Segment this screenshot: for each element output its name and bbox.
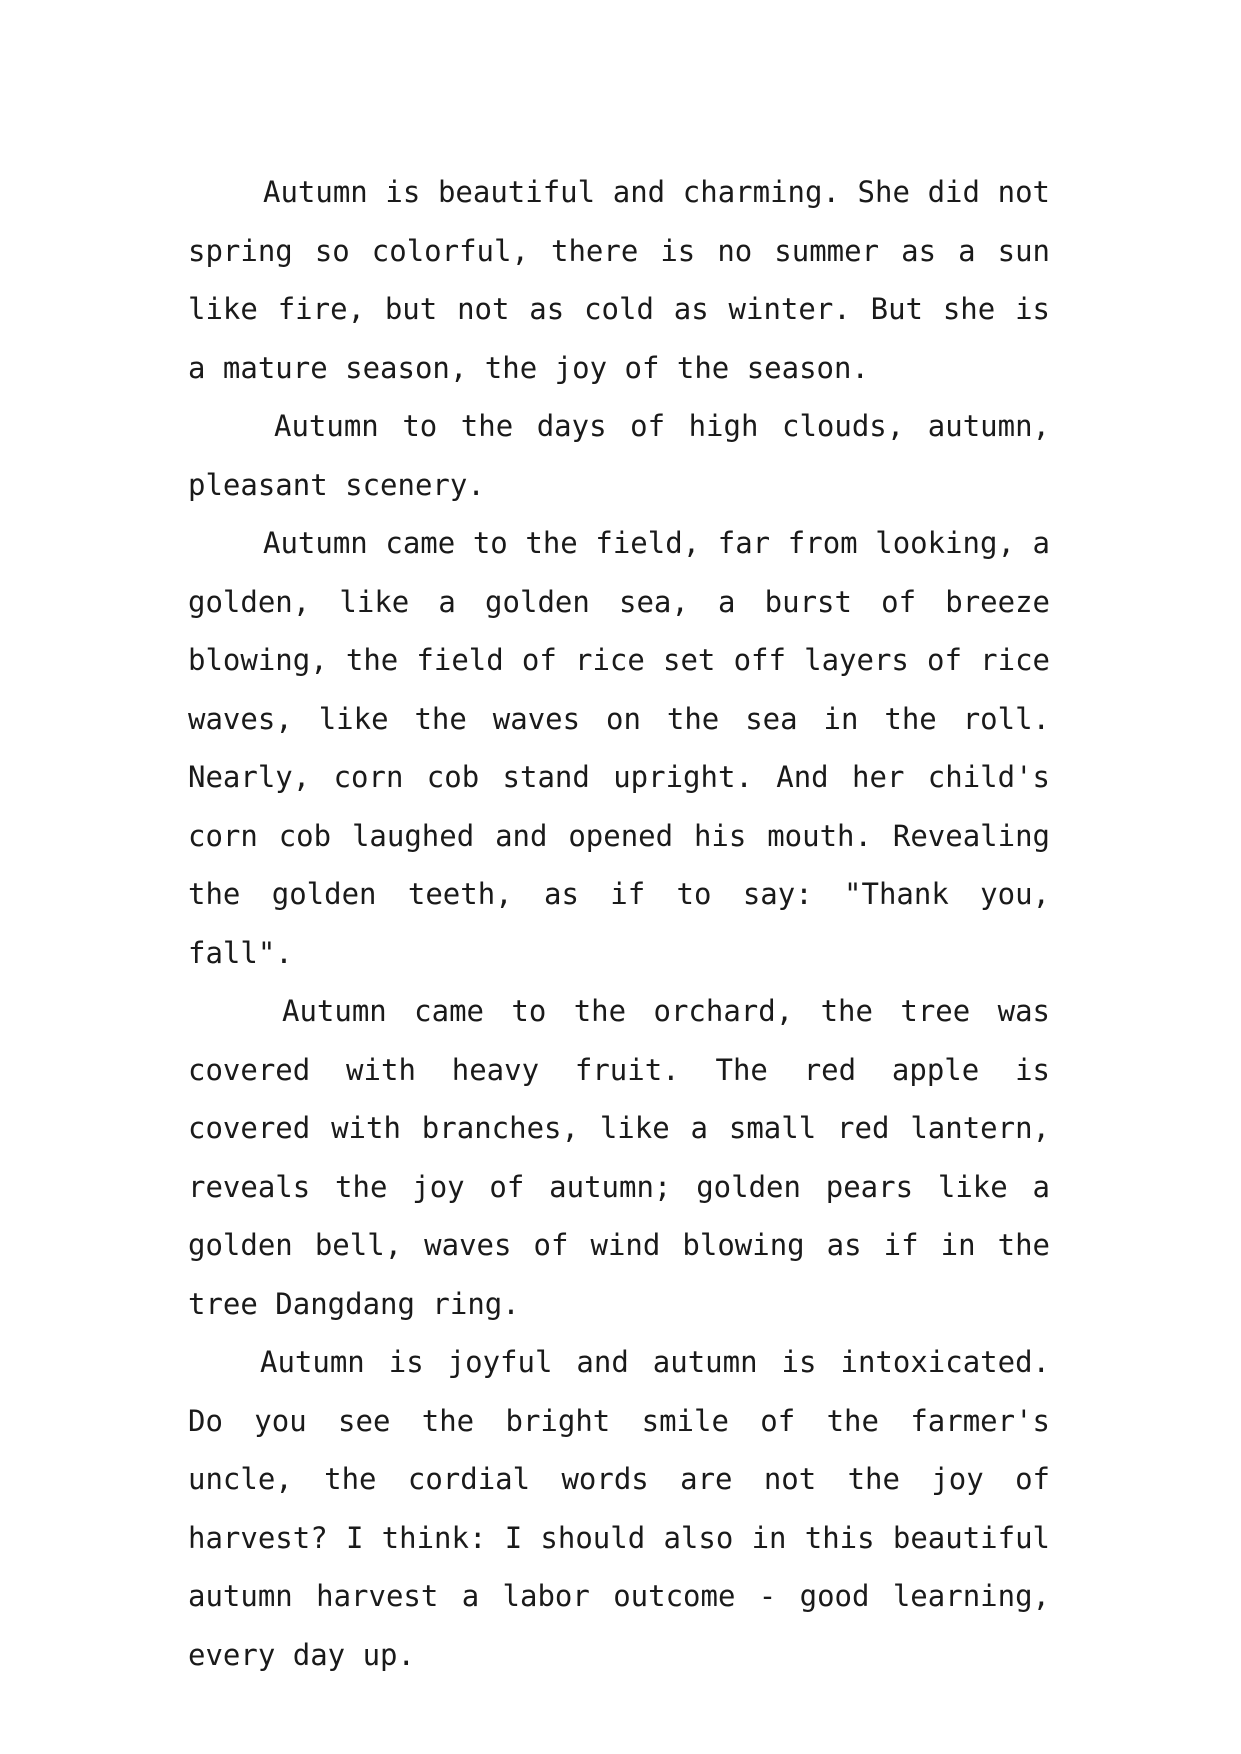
document-body <box>188 163 1050 1684</box>
paragraph-1: Autumn is beautiful and charming. She did not spring so colorful, there is no summer as a sun like fire, but not as cold as winter. But she is a mature season, the joy of the season. <box>188 175 1050 385</box>
paragraph-5: Autumn is joyful and autumn is intoxicated. Do you see the bright smile of the farmer's uncle, the cordial words are not the joy of harvest? I think: I should also in this beautiful autumn harvest a labor outcome - good learning, every day up. <box>188 1345 1050 1672</box>
paragraph-4: Autumn came to the orchard, the tree was covered with heavy fruit. The red apple is covered with branches, like a small red lantern, reveals the joy of autumn; golden pears like a golden bell, waves of wind blowing as if in the tree Dangdang ring. <box>188 994 1050 1321</box>
paragraph-2: Autumn to the days of high clouds, autumn, pleasant scenery. <box>188 409 1050 502</box>
paragraph-3: Autumn came to the field, far from looking, a golden, like a golden sea, a burst of breeze blowing, the field of rice set off layers of rice waves, like the waves on the sea in the roll. Nearly, corn cob stand upright. And her child's corn cob laughed and opened his mouth. Revealing the golden teeth, as if to say: "Thank you, fall". <box>188 526 1050 970</box>
